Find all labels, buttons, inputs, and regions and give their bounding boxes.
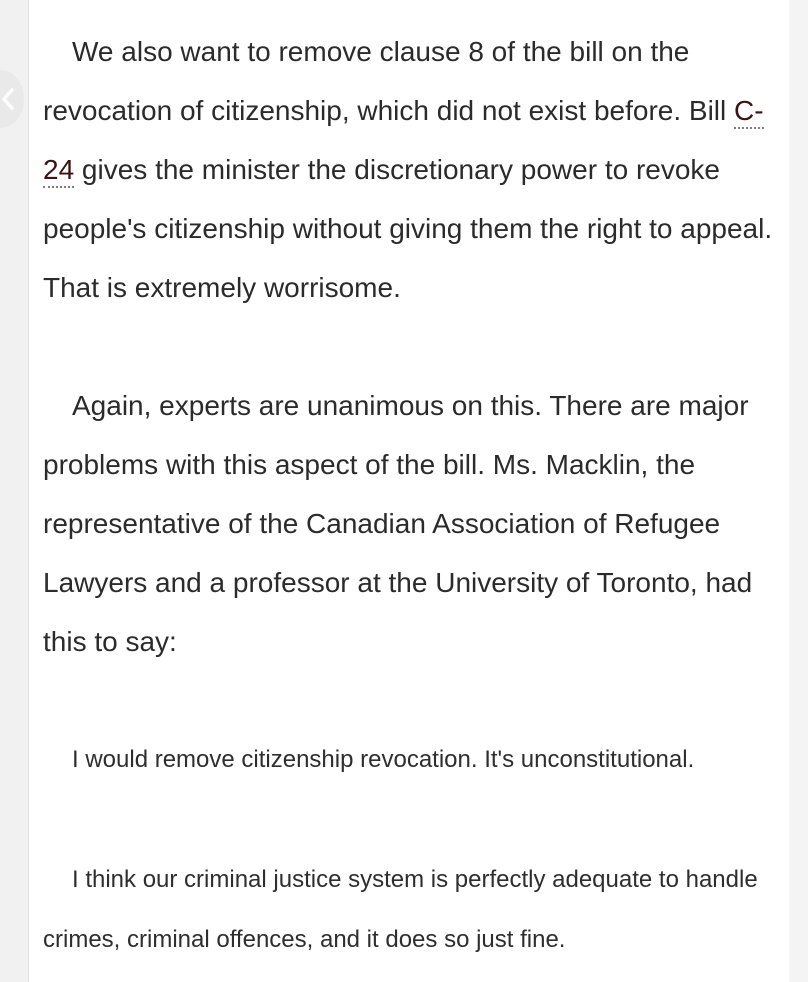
- chevron-left-icon: [0, 86, 20, 112]
- paragraph-text: We also want to remove clause 8 of the bill on the revocation of citizenship, which did not exist before. Bill: [43, 36, 735, 126]
- paragraph-clause-8: [43, 22, 783, 317]
- back-button[interactable]: [0, 70, 24, 128]
- right-gutter: [789, 0, 808, 982]
- bill-c24-link[interactable]: C-24: [43, 95, 764, 188]
- paragraph-text: gives the minister the discretionary power to revoke people's citizenship without giving them the right to appeal. That is extremely worrisome.: [43, 154, 773, 303]
- quote-revocation: I would remove citizenship revocation. It's unconstitutional.: [72, 746, 695, 773]
- quote-justice-system: I think our criminal justice system is perfectly adequate to handle crimes, criminal offences, and it does so just fine.: [43, 866, 758, 953]
- article-content: [43, 22, 783, 970]
- paragraph-experts: Again, experts are unanimous on this. There are major problems with this aspect of the bill. Ms. Macklin, the representative of the Canadian Association of Refugee Lawyers and a professor at the University of Toronto, had this to say:: [43, 390, 753, 657]
